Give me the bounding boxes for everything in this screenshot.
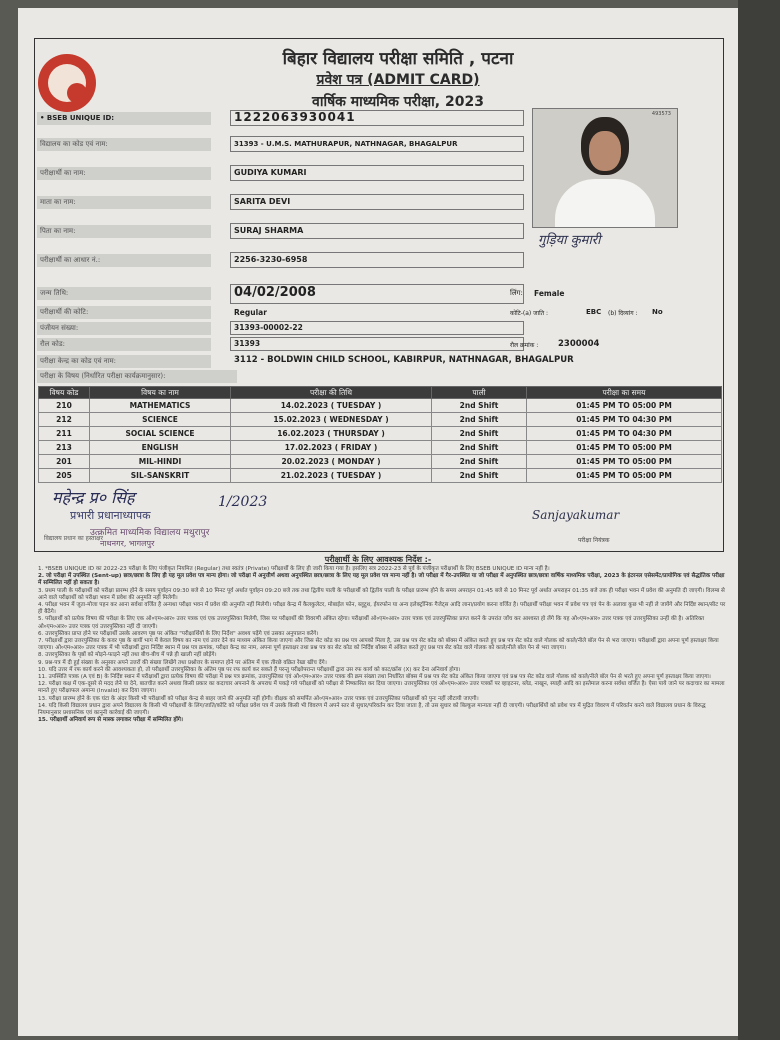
centre-value: 3112 - BOLDWIN CHILD SCHOOL, KABIRPUR, NATHNAGAR, BHAGALPUR [234,355,574,365]
student-value: GUDIYA KUMARI [234,168,307,177]
gender-label: लिंग: [510,289,523,297]
exam-shift: 2nd Shift [432,413,527,427]
student-photo [532,108,678,228]
subject-name: MATHEMATICS [90,399,231,413]
exam-shift: 2nd Shift [432,455,527,469]
disability-value: No [652,308,663,316]
col-subject-name: विषय का नाम [90,387,231,399]
col-exam-date: परीक्षा की तिथि [231,387,432,399]
centre-label: परीक्षा केन्द्र का कोड एवं नाम: [37,355,211,368]
roll-code-box [230,337,524,351]
table-row [39,413,722,427]
category-value: Regular [234,308,267,317]
instruction-item: 5. परीक्षार्थी को प्रत्येक विषय की परीक्षा के लिए एक ओ०एम०आर० उत्तर पत्रक एवं एक उत्तरपुस्तिका मिलेगी, जिस पर परीक्षार्थी की विवरणी अंकित रहेगा। परीक्षार्थी ओ०एम०आर० उत्तर पत्रक एवं उत्तरपुस्तिका प्राप्त करने के उपरांत जाँच कर आश्वस्त हो लेंगे कि यह ओ०एम०आर० उत्तर पत्रक एवं उत्तरपुस्तिका उन्हीं की है। अतिरिक्त ओ०एम०आर० उत्तर पत्रक एवं उत्तरपुस्तिका नहीं दी जाएगी। [38,616,705,630]
instruction-item: 2. जो परीक्षा में उपस्थित (Sent-up) छात्र/छात्रा के लिए ही यह मूल प्रवेश पत्र मान्य होगा। जो परीक्षा में अनुत्तीर्ण अथवा अनुपस्थित छात्र/छात्रा के लिए यह मूल प्रवेश पत्र मान्य नहीं है। जो परीक्षा में गैर-उपस्थित या जो परीक्षा में अनुपस्थित छात्र/छात्रा वार्षिक माध्यमिक परीक्षा, 2023 के इंटरनल एसेसमेंट/प्रायोगिक एवं सैद्धांतिक परीक्षा में सम्मिलित नहीं हो सकता है। [38,573,725,587]
exam-schedule-table [38,386,722,483]
exam-shift: 2nd Shift [432,399,527,413]
aadhar-label: परीक्षार्थी का आधार नं.: [37,254,211,267]
headmaster-date: 1/2023 [218,494,268,510]
school-stamp-line2: नाथनगर, भागलपुर [100,539,155,548]
exam-shift: 2nd Shift [432,427,527,441]
instruction-item: 3. प्रथम पाली के परीक्षार्थी को परीक्षा प्रारम्भ होने के समय पूर्वाहन 09:30 बजे से 10 मिनट पूर्व अर्थात पूर्वाहन 09:20 बजे तक तथा द्वितीय पाली के परीक्षार्थी को द्वितीय पाली के परीक्षा प्रारम्भ होने के समय अपराहन 01:45 बजे से 10 मिनट पूर्व अर्थात अपराहन 01:35 बजे तक ही परीक्षा भवन में प्रवेश की अनुमति दी जाएगी। विलम्ब से आने वाले परीक्षार्थी को परीक्षा भवन में प्रवेश की अनुमति नहीं मिलेगी। [38,587,725,601]
roll-code-value: 31393 [234,339,261,348]
category-label: परीक्षार्थी की कोटि: [37,306,211,319]
roll-code-label: रौल कोड: [37,338,211,351]
table-row [39,469,722,483]
exam-date: 21.02.2023 ( TUESDAY ) [231,469,432,483]
subject-name: SIL-SANSKRIT [90,469,231,483]
exam-date: 14.02.2023 ( TUESDAY ) [231,399,432,413]
school-label: विद्यालय का कोड एवं नाम: [37,138,211,151]
table-row [39,441,722,455]
bseb-id-label: • BSEB UNIQUE ID: [37,112,211,125]
school-stamp-line1: उत्क्रमित माध्यमिक विद्यालय मथुरापुर [90,528,210,538]
instruction-item: 9. प्रश्न-पत्र में दी हुई संख्या के अनुसार अपने उत्तरों की संख्या लिखेंगे तथा प्रश्नोत्तर के समाप्त होने पर अंतिम में एक तीरछे वक्रित रेखा खींच देंगे। [38,659,327,666]
exam-time: 01:45 PM TO 05:00 PM [527,399,722,413]
instruction-item: 14. यदि किसी विद्यालय प्रधान द्वारा अपने विद्यालय के किसी भी परीक्षार्थी के लिंग/जाति/कोटि को परीक्षा प्रवेश पत्र में उसके किसी भी विवरण में अपने स्तर से सुधार/परिवर्तन कर दिया जाता है, तो उस सुधार को बिल्कुल मान्यता नहीं दी जाएगी। परीक्षार्थियों को प्रवेश पत्र में मुद्रित विवरण में परिवर्तन करने वाले विद्यालय प्रधान के विरुद्ध नियमानुसार प्रशासनिक एवं कानूनी कार्रवाई की जाएगी। [38,702,706,717]
bseb-id-label-text: BSEB UNIQUE ID: [46,114,115,122]
instruction-item: 15. परीक्षार्थी अनिवार्य रूप से मास्क लगाकर परीक्षा में सम्मिलित होंगे। [38,717,184,724]
background-edge [738,0,780,1040]
bseb-id-value: 122206393004​1 [234,110,356,124]
subject-name: SOCIAL SCIENCE [90,427,231,441]
table-row [39,455,722,469]
gender-value: Female [534,289,565,298]
subject-name: MIL-HINDI [90,455,231,469]
dob-label: जन्म तिथि: [37,287,211,300]
controller-label: परीक्षा नियंत्रक [578,537,610,544]
subject-code: 213 [39,441,90,455]
subject-name: ENGLISH [90,441,231,455]
exam-date: 16.02.2023 ( THURSDAY ) [231,427,432,441]
exam-time: 01:45 PM TO 05:00 PM [527,455,722,469]
subject-code: 205 [39,469,90,483]
col-shift: पाली [432,387,527,399]
instruction-item: 10. यदि उत्तर में रफ कार्य करने की आवश्यकता हो, तो परीक्षार्थी उत्तरपुस्तिका के अंतिम पृष्ठ पर रफ कार्य कर सकते हैं परन्तु परीक्षोपरान्त परीक्षार्थी द्वारा उस रफ कार्य को काट/क्रॉस (X) कर देना अनिवार्य होगा। [38,666,461,673]
instructions-list [38,566,728,724]
mother-value: SARITA DEVI [234,197,291,206]
school-value: 31393 - U.M.S. MATHURAPUR, NATHNAGAR, BHAGALPUR [234,140,458,148]
instruction-item: 4. परीक्षा भवन में जूता-मोजा पहन कर आना सर्वथा वर्जित है अन्यथा परीक्षा भवन में प्रवेश की अनुमति नहीं मिलेगी। परीक्षा केन्द्र में कैलकुलेटर, मोबाईल फोन, ब्लूटूथ, ईयरफोन या अन्य इलेक्ट्रॉनिक गैजेट्स आदि लाना/प्रयोग करना वर्जित है। परीक्षार्थी परीक्षा भवन में प्रवेश पत्र एवं पेन के अलावा कुछ भी नहीं ले जायेंगे और निर्दिष्ट स्थान/सीट पर ही बैठेंगे। [38,602,726,616]
photo-number: 493573 [651,111,671,117]
subject-code: 212 [39,413,90,427]
exam-date: 15.02.2023 ( WEDNESDAY ) [231,413,432,427]
exam-time: 01:45 PM TO 04:30 PM [527,427,722,441]
instructions-title: परीक्षार्थी के लिए आवश्यक निर्देश :- [324,555,432,564]
father-label: पिता का नाम: [37,225,211,238]
table-header-row [39,387,722,399]
subjects-label: परीक्षा के विषय (निर्धारित परीक्षा कार्यक्रमानुसार): [37,370,237,383]
headmaster-title: प्रभारी प्रधानाध्यापक [70,509,151,522]
table-row [39,399,722,413]
instruction-item: 11. उपस्थिति पत्रक (A एवं B) के निर्दिष्ट स्थान में परीक्षार्थी द्वारा प्रत्येक विषय की परीक्षा में प्रश्न पत्र क्रमांक, उत्तरपुस्तिका एवं ओ०एम०आर० उत्तर पत्रक की क्रम संख्या तथा निर्धारित बॉक्स में प्रश्न पत्र सेट कोड अंकित किया जाएगा एवं प्रश्न पत्र सेट कोड वाले गोलक को काले/नीले बॉल पेन से भरते हुए अपना पूर्ण हस्ताक्षर किया जाएगा। [38,674,711,681]
exam-name: वार्षिक माध्यमिक परीक्षा, 2023 [312,94,484,110]
bseb-logo-icon [38,54,96,112]
instruction-item: 7. परीक्षार्थी द्वारा उत्तरपुस्तिका के कवर पृष्ठ के बायीं भाग में केवल विषय का नाम एवं उत्तर देने का माध्यम अंकित किया जाएगा और जिस सेट कोड का प्रश्न पत्र आपको मिला है, उस प्रश्न पत्र सेट कोड को बॉक्स में अंकित करते हुए प्रश्न पत्र सेट कोड वाले गोलक को काले/नीले बॉल पेन से भरा जाएगा। परीक्षार्थी द्वारा अपना पूर्ण हस्ताक्षर किया जाएगा। ओ०एम०आर० उत्तर पत्रक में भी परीक्षार्थी द्वारा निर्दिष्ट स्थान में प्रश्न पत्र क्रमांक, परीक्षा केन्द्र का नाम, अपना पूर्ण हस्ताक्षर तथा प्रश्न पत्र का सेट कोड को निर्दिष्ट बॉक्स में अंकित करते हुए प्रश्न पत्र सेट कोड वाले गोलक को काले/नीले बॉल पेन से भरा जाएगा। [38,638,719,652]
exam-shift: 2nd Shift [432,441,527,455]
exam-time: 01:45 PM TO 04:30 PM [527,413,722,427]
board-name: बिहार विद्यालय परीक्षा समिति , पटना [282,49,514,69]
col-exam-time: परीक्षा का समय [527,387,722,399]
instruction-item: 1. *BSEB UNIQUE ID का 2022-23 परीक्षा के लिए पंजीकृत नियमित (Regular) तथा स्वतंत्र (Private) परीक्षार्थी के लिए ही जारी किया गया है। इसलिए सत्र 2022-23 से पूर्व के पंजीकृत परीक्षार्थी के लिए BSEB UNIQUE ID मान्य नहीं है। [38,566,550,572]
instruction-item: 12. परीक्षा कक्ष में एक-दूसरे से मदद लेने या देने, बातचीत करने अथवा किसी प्रकार का कदाचार अपनाने के अपराध में पकड़े गये परीक्षार्थी को परीक्षा से निष्कासित कर दिया जाएगा। उत्तरपुस्तिका एवं ओ०एम०आर० उत्तर पत्रकों पर व्हाइटनर, ब्लेड, नाखून, स्याही आदि का इस्तेमाल करना सर्वथा वर्जित है। ऐसा पाये जाने पर कदाचार का मामला मानते हुए परीक्षाफल अमान्य (Invalid) कर दिया जाएगा। [38,681,725,695]
subject-name: SCIENCE [90,413,231,427]
roll-no-label: रौल क्रमांक : [510,342,539,349]
dob-value: 04/02/2008 [234,285,316,300]
instruction-item: 6. उत्तरपुस्तिका प्राप्त होने पर परीक्षार्थी उसके आवरण पृष्ठ पर अंकित "परीक्षार्थियों के लिए निर्देश" अवश्य पढ़ेंगे एवं उसका अनुपालन करेंगे। [38,630,319,637]
exam-shift: 2nd Shift [432,469,527,483]
headmaster-handwritten-name: महेन्द्र प्र० सिंह [52,488,135,507]
reg-value: 31393-00002-22 [234,323,303,332]
col-subject-code: विषय कोड [39,387,90,399]
aadhar-value: 2256-3230-6958 [234,255,308,264]
reg-label: पंजीयन संख्या: [37,322,211,335]
exam-date: 20.02.2023 ( MONDAY ) [231,455,432,469]
card-title: प्रवेश पत्र (ADMIT CARD) [316,72,480,88]
subject-code: 201 [39,455,90,469]
disability-label: (b) दिव्यांग : [608,310,638,317]
student-signature: गुड़िया कुमारी [538,233,601,248]
father-value: SURAJ SHARMA [234,226,304,235]
mother-label: माता का नाम: [37,196,211,209]
subject-code: 210 [39,399,90,413]
caste-label: कोटि-(a) जाति : [510,310,549,317]
instruction-item: 8. उत्तरपुस्तिका के पृष्ठों को मोड़ने-फाड़ने नहीं तथा बीच-बीच में पन्ने ही खाली नहीं छोड़ेंगे। [38,652,217,659]
instruction-item: 13. परीक्षा प्रारम्भ होने के एक घंटा के अंदर किसी भी परीक्षार्थी को परीक्षा केन्द्र से बाहर जाने की अनुमति नहीं होगी। वीक्षक को समर्पित ओ०एम०आर० उत्तर पत्रक एवं उत्तरपुस्तिका परीक्षार्थी को पुनः नहीं लौटायी जाएगी। [38,695,479,702]
table-row [39,427,722,441]
admit-card-sheet [18,8,738,1036]
controller-signature: Sanjayakumar [532,508,620,522]
subject-code: 211 [39,427,90,441]
exam-time: 01:45 PM TO 05:00 PM [527,441,722,455]
exam-date: 17.02.2023 ( FRIDAY ) [231,441,432,455]
principal-signature-label: विद्यालय प्रधान का हस्ताक्षर [44,535,103,542]
student-label: परीक्षार्थी का नाम: [37,167,211,180]
exam-time: 01:45 PM TO 05:00 PM [527,469,722,483]
caste-value: EBC [586,308,602,316]
roll-no-value: 2300004 [558,339,600,349]
